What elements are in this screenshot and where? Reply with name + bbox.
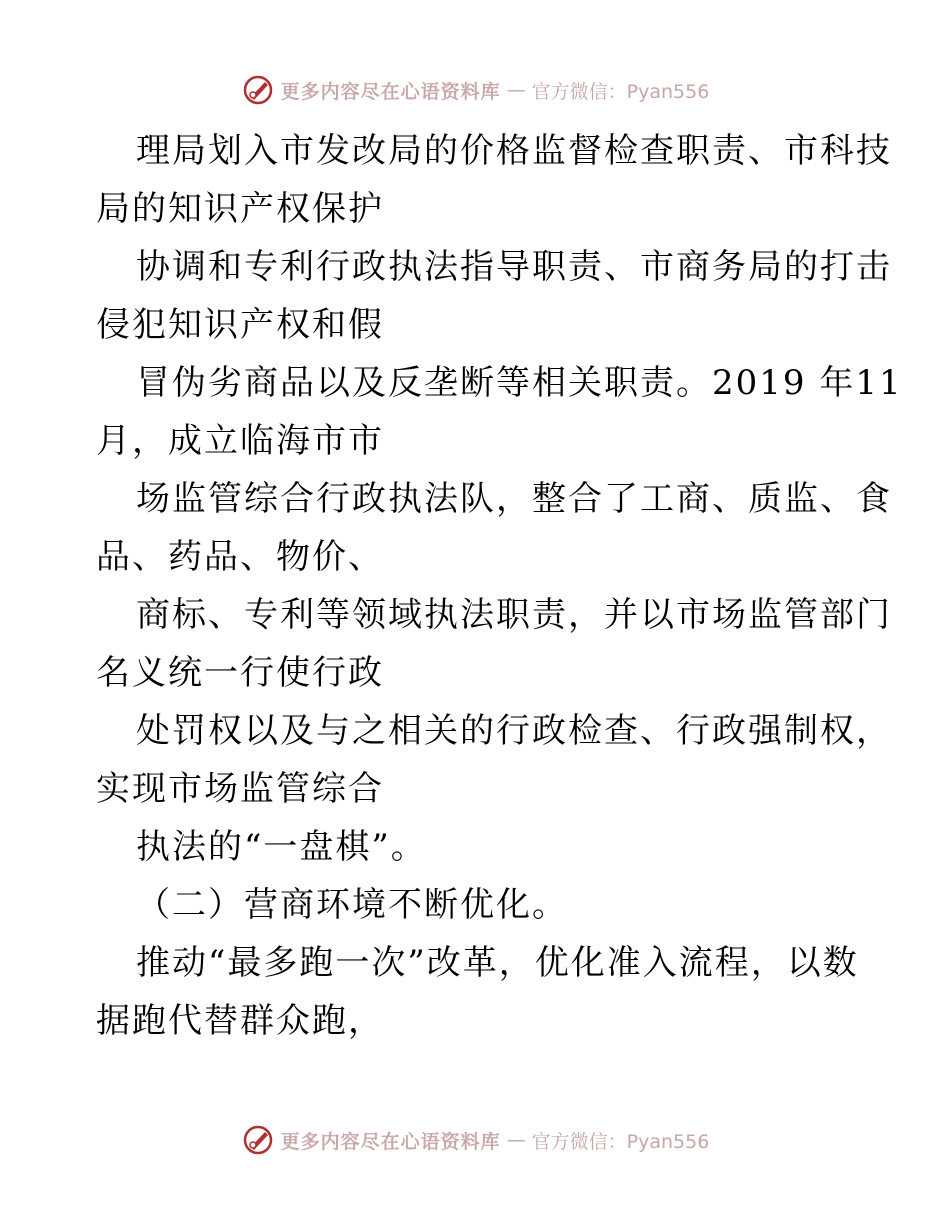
- watermark-separator: —: [506, 79, 526, 101]
- watermark-contact: 官方微信：Pyan556: [531, 80, 710, 103]
- watermark-separator: —: [506, 1129, 526, 1151]
- watermark-site-text: 更多内容尽在心语资料库: [280, 80, 501, 103]
- body-line: 名义统一行使行政: [96, 653, 384, 693]
- pen-logo-icon: [241, 73, 275, 107]
- body-line: 执法的“一盘棋”。: [136, 827, 427, 867]
- body-line: 实现市场监管综合: [96, 769, 384, 809]
- document-body: [96, 122, 903, 1050]
- body-line: 商标、专利等领域执法职责，并以市场监管部门: [136, 595, 892, 635]
- body-line: 侵犯知识产权和假: [96, 305, 384, 345]
- body-line: 月，成立临海市市: [96, 421, 384, 461]
- body-line: 场监管综合行政执法队，整合了工商、质监、食: [136, 479, 892, 519]
- pen-logo-icon: [241, 1123, 275, 1157]
- body-line: 品、药品、物价、: [96, 537, 384, 577]
- watermark-contact: 官方微信：Pyan556: [531, 1130, 710, 1153]
- section-heading: （二）营商环境不断优化。: [136, 885, 568, 925]
- body-line: 局的知识产权保护: [96, 189, 384, 229]
- body-line: 推动“最多跑一次”改革，优化准入流程，以数: [136, 943, 859, 983]
- body-line: 协调和专利行政执法指导职责、市商务局的打击: [136, 247, 892, 287]
- body-line: 理局划入市发改局的价格监督检查职责、市科技: [136, 131, 892, 171]
- body-line: 据跑代替群众跑，: [96, 1001, 384, 1041]
- watermark-site-text: 更多内容尽在心语资料库: [280, 1130, 501, 1153]
- footer-watermark: [0, 1120, 950, 1160]
- body-line: 冒伪劣商品以及反垄断等相关职责。2019 年11: [136, 363, 903, 403]
- header-watermark: [0, 70, 950, 110]
- body-line: 处罚权以及与之相关的行政检查、行政强制权，: [136, 711, 892, 751]
